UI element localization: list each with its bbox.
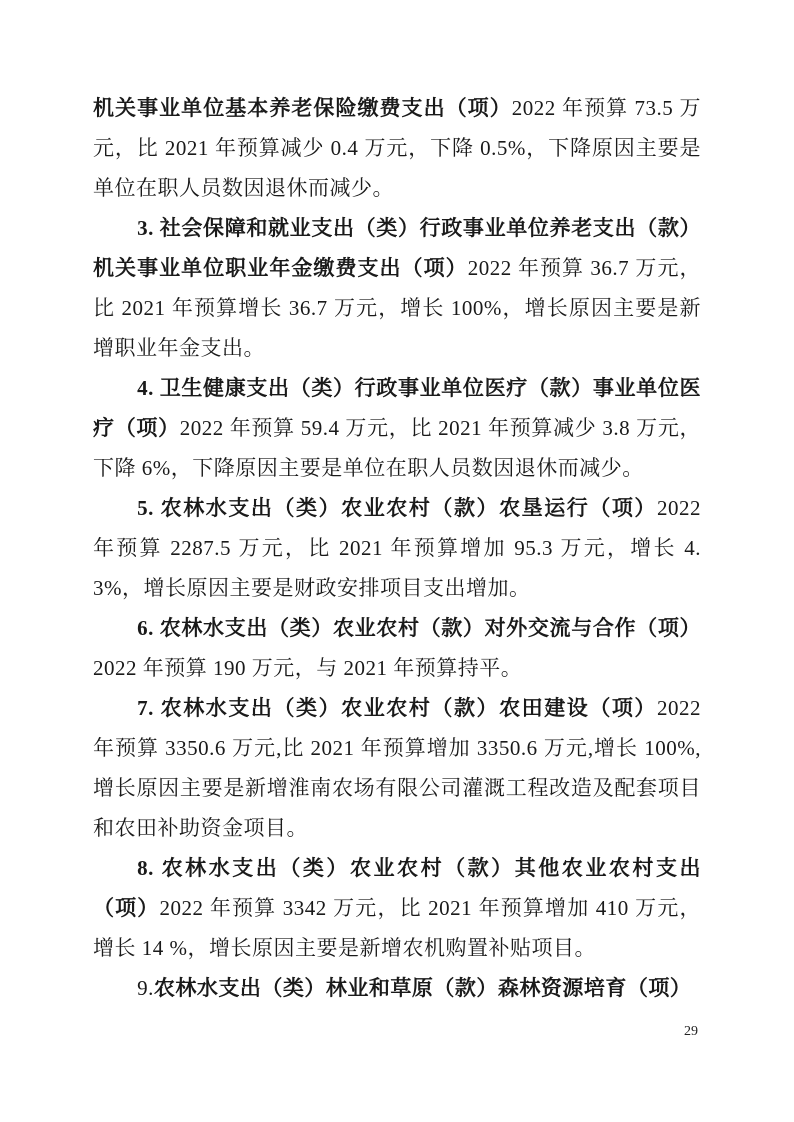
document-body [93,88,701,1008]
paragraph-lead-bold: 农林水支出（类）林业和草原（款）森林资源培育（项） [153,976,692,1000]
paragraph-lead-bold: 6. 农林水支出（类）农业农村（款）对外交流与合作（项） [137,616,701,640]
paragraph-item-7 [93,688,701,848]
paragraph-body-text: 2022 年预算 73.5 万元，比 2021 年预算减少 0.4 万元，下降 0.5%，下降原因主要是单位在职人员数因退休而减少。 [93,96,702,200]
paragraph-body-text: 2022 年预算 2287.5 万元，比 2021 年预算增加 95.3 万元，增长 4.3%，增长原因主要是财政安排项目支出增加。 [93,496,701,600]
paragraph-body-text: 2022 年预算 59.4 万元，比 2021 年预算减少 3.8 万元，下降 6%，下降原因主要是单位在职人员数因退休而减少。 [93,416,702,480]
paragraph-lead-bold: 机关事业单位基本养老保险缴费支出（项） [93,96,512,120]
paragraph-item-3 [93,208,701,368]
paragraph-prefix: 9. [137,976,154,1000]
paragraph-lead-bold: 3. 社会保障和就业支出（类）行政事业单位养老支出（款）机关事业单位职业年金缴费支出（项） [93,216,701,280]
paragraph-body-text: 2022 年预算 36.7 万元，比 2021 年预算增长 36.7 万元，增长 100%，增长原因主要是新增职业年金支出。 [93,256,702,360]
paragraph-lead-bold: 8. 农林水支出（类）农业农村（款）其他农业农村支出（项） [93,856,701,920]
paragraph-body-text: 2022 年预算 190 万元，与 2021 年预算持平。 [93,656,523,680]
page-number: 29 [684,1024,698,1039]
paragraph-item-8 [93,848,701,968]
paragraph-lead-bold: 7. 农林水支出（类）农业农村（款）农田建设（项） [137,696,657,720]
paragraph-body-text: 2022 年预算 3342 万元，比 2021 年预算增加 410 万元，增长 14 %，增长原因主要是新增农机购置补贴项目。 [93,896,701,960]
paragraph-item-4 [93,368,701,488]
paragraph-item-5 [93,488,701,608]
paragraph-lead-bold: 4. 卫生健康支出（类）行政事业单位医疗（款）事业单位医疗（项） [93,376,701,440]
paragraph-body-text: 2022 年预算 3350.6 万元,比 2021 年预算增加 3350.6 万元,增长 100%,增长原因主要是新增淮南农场有限公司灌溉工程改造及配套项目和农田补助资金项目。 [93,696,701,840]
paragraph-pension-contribution [93,88,701,208]
paragraph-item-9 [93,968,701,1008]
paragraph-lead-bold: 5. 农林水支出（类）农业农村（款）农垦运行（项） [137,496,657,520]
paragraph-item-6 [93,608,701,688]
